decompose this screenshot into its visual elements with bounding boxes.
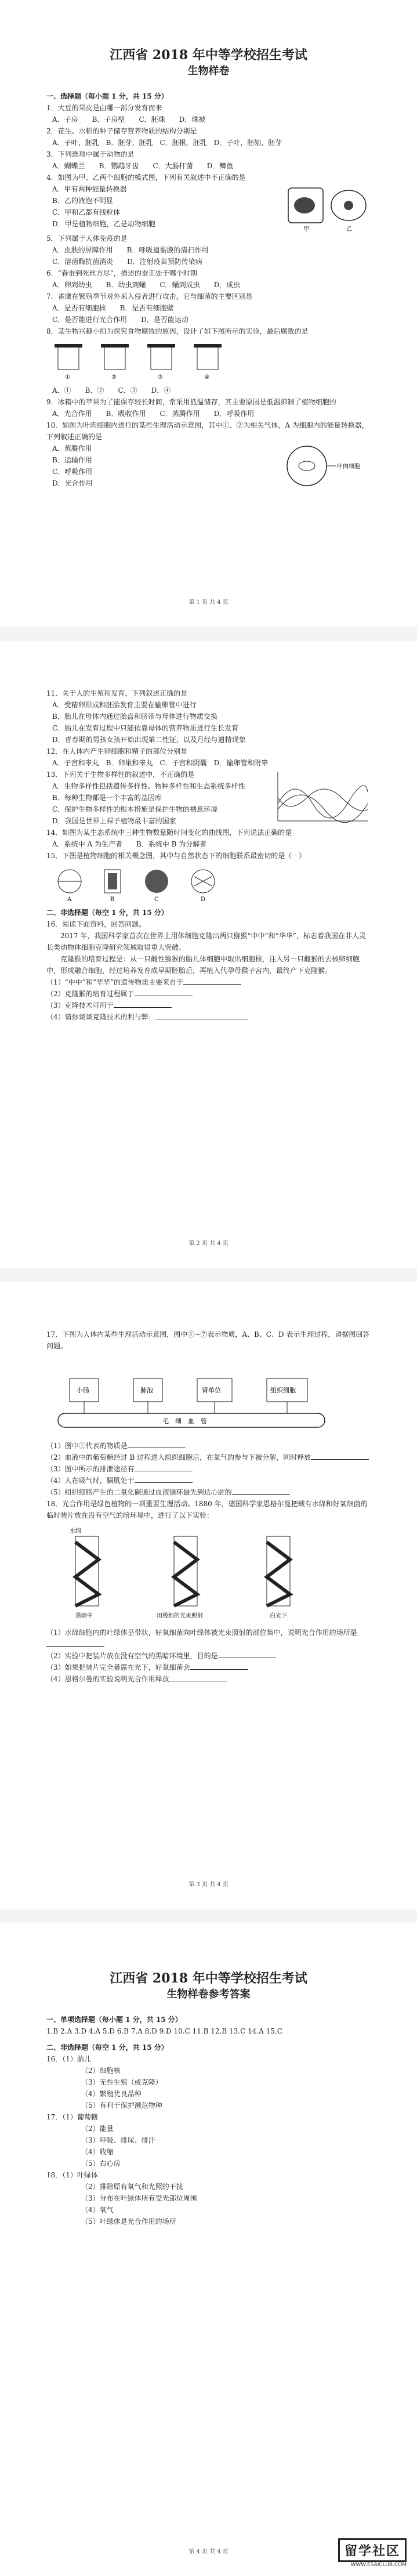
question-18-part	[46, 1662, 371, 1673]
option: C．甲和乙都有线粒体	[52, 208, 121, 216]
question-13: 13．下列关于生物多样性的叙述中，不正确的是	[46, 770, 195, 779]
question-7-options: C．是否能进行光合作用 D．是否能运动	[52, 316, 188, 324]
answer-18: 18．（1）叶绿体	[46, 2171, 98, 2179]
question-17-part	[46, 1463, 371, 1475]
question-text: （5）组织细胞产生的二氧化碳通过血液循环最先到达心脏的	[46, 1488, 232, 1496]
question-text: （4）恩格尔曼的实验说明光合作用释放	[46, 1675, 169, 1683]
section-heading: 二、非选择题（每空 1 分，共 15 分）	[46, 2043, 168, 2052]
question-text: （2）实验中把装片放在没有空气的黑暗环境里，目的是	[46, 1652, 218, 1660]
answer-blank[interactable]	[183, 977, 241, 985]
answer-item: （3）分布在叶绿体所有受光部位周围	[81, 2194, 197, 2202]
fig-label: 用极细的光束照射	[157, 1613, 203, 1619]
answer-item: （2）细胞核	[81, 2067, 121, 2075]
answer-blank[interactable]	[135, 989, 193, 996]
flask-label: ④	[204, 374, 209, 381]
option: D．我国是世界上裸子植物最丰富的国家	[52, 817, 176, 825]
page-footer: 第 4 页 共 4 页	[188, 2549, 229, 2555]
question-5: 5．下列属于人体免疫的是	[46, 234, 128, 243]
vessel-label: 毛 细 血 管	[162, 1417, 207, 1425]
answer-item: （3）无性生殖（或克隆）	[81, 2078, 162, 2086]
option: C．胎儿在发育过程中只能依靠母体的营养物质进行生长发育	[52, 724, 239, 732]
question-13-text	[46, 769, 272, 827]
option: A．受精卵形成和胚胎发育主要在输卵管中进行	[52, 701, 197, 709]
spiral-beam	[174, 1536, 197, 1606]
question-3: 3．下列选项中属于动物的是	[46, 150, 135, 158]
vacuole-shape	[294, 197, 315, 214]
option: C．呼吸作用	[52, 468, 93, 476]
answer-blank[interactable]	[114, 1000, 172, 1008]
answer-17: 17．（1）葡萄糖	[46, 2113, 98, 2121]
option: A．蒸腾作用	[52, 444, 92, 453]
cell-options-diagram	[46, 865, 232, 902]
answer-blank[interactable]	[169, 1674, 227, 1681]
section-heading: 一、单项选择题（每小题 1 分，共 15 分）	[46, 2016, 182, 2024]
question-8: 8．某生物兴趣小组为探究食物腐败的原因，设计了如下图所示的实验，最后腐败的是	[46, 327, 309, 335]
page-3	[0, 1282, 417, 1909]
question-8-options: A．① B．② C．③ D．④	[52, 386, 171, 395]
option-label: B	[110, 896, 115, 902]
flask-4	[194, 344, 222, 370]
question-4: 4．如图为甲、乙两个细胞的模式图，下列有关叙述中不正确的是	[46, 173, 246, 182]
section-heading: 一、选择题（每小题 1 分，共 15 分）	[46, 92, 168, 100]
question-16: 16．阅读下面资料，回答问题。	[46, 920, 146, 928]
question-text: （3）如果把装片完全暴露在光下，好氧细菌会	[46, 1663, 190, 1671]
flask-1	[55, 344, 82, 370]
option: C．保护生物多样性的根本措施是保护生物的栖息环境	[52, 805, 218, 813]
question-1: 1．大豆的果皮是由哪一部分发育而来	[46, 104, 162, 112]
option: D．青春期的男孩女孩开始出现第二性征，以及月经与遗精现象	[52, 736, 246, 744]
spiral-dark	[75, 1536, 99, 1606]
question-text: （1）图中①代表的物质是	[46, 1442, 128, 1450]
flask-diagram	[46, 341, 232, 381]
question-12: 12．在人体内产生卵细胞和精子的部位分别是	[46, 747, 188, 755]
fig-label: 白光下	[270, 1613, 287, 1619]
fig-label: 黑暗中	[75, 1613, 93, 1619]
page-1	[0, 0, 417, 627]
option-label: A	[67, 896, 72, 902]
fig-label-b: 乙	[346, 226, 352, 233]
organelle-shape	[299, 461, 315, 471]
question-6-options: A．卵到幼虫 B．幼虫到蛹 C．蛹到成虫 D．成虫	[52, 281, 241, 289]
option: B．胎儿在母体内通过胎盘和脐带与母体进行物质交换	[52, 712, 217, 721]
answer-blank[interactable]	[135, 1464, 193, 1471]
answer-item: （4）收缩	[81, 2148, 114, 2156]
fig-label: 水绵	[70, 1528, 81, 1535]
answer-item: （2）能量	[81, 2125, 114, 2133]
question-10-block	[46, 443, 371, 489]
question-10-options	[46, 443, 272, 489]
question-2-options: A．子叶，胚乳 B．胚芽，胚乳 C．胚根，胚乳 D．子叶，胚轴、胚芽	[52, 139, 282, 147]
question-2: 2．花生、水稻的种子储存营养物质的结构分别是	[46, 127, 197, 135]
box-label: 组织细胞	[270, 1387, 296, 1394]
page-3-content	[46, 1329, 371, 1685]
answer-blank[interactable]	[135, 1475, 193, 1483]
answer-item: （5）叶绿体是光合作用的场所	[81, 2217, 176, 2226]
flask-3	[147, 344, 175, 370]
question-3-options: A．蝴蝶兰 B．鹦鹉牙齿 C．大肠杆菌 D．鲫鱼	[52, 162, 234, 170]
fig-label: 叶肉细胞	[337, 464, 360, 470]
section-heading: 二、非选择题（每空 1 分，共 15 分）	[46, 909, 168, 917]
page-footer: 第 1 页 共 4 页	[188, 599, 229, 606]
option-label: D	[201, 896, 206, 902]
watermark-logo: 留学社区	[338, 2538, 407, 2562]
question-4-options	[46, 183, 284, 233]
question-text: （1）“中中”和“华华”的遗传物质主要来自于	[46, 978, 184, 986]
option: D．甲是植物细胞，乙是动物细胞	[52, 220, 155, 228]
option-label: C	[154, 896, 159, 902]
population-curve-diagram	[272, 769, 371, 827]
answer-item: （4）氧气	[81, 2206, 114, 2214]
question-17-part	[46, 1440, 371, 1452]
question-10: 10．如图为叶肉细胞内进行的某些生理活动示意图，其中①、②为相关气体，A 为细胞内的能量转换器，下列叙述正确的是	[46, 421, 369, 441]
question-6: 6．“春蚕到死丝方尽”，描述的蚕正处于哪个时期	[46, 269, 197, 277]
answer-blank[interactable]	[46, 1639, 104, 1647]
answer-blank[interactable]	[128, 1441, 186, 1448]
question-text: （4）人在吸气时，膈肌处于	[46, 1477, 135, 1485]
answer-blank[interactable]	[155, 1012, 248, 1019]
question-9: 9．冰箱中的苹果为了能保存较长时间，常采用低温储存，其主要原因是低温抑制了植物细胞的	[46, 398, 336, 406]
question-16-part	[46, 1000, 371, 1011]
question-18-part	[46, 1673, 371, 1685]
answer-blank[interactable]	[232, 1487, 290, 1495]
spirogyra-diagram	[46, 1525, 336, 1623]
cell-diagram	[284, 183, 371, 233]
answer-blank[interactable]	[218, 1651, 276, 1658]
option-figure-a	[58, 870, 81, 893]
answer-16: 16．（1）胎儿	[46, 2055, 91, 2063]
box-label: 肾单位	[202, 1387, 221, 1394]
spiral-light	[267, 1536, 290, 1606]
fig-label-a: 甲	[303, 226, 309, 233]
question-16-part	[46, 988, 371, 1000]
question-text: （2）克隆猴的培育过程属于	[46, 990, 135, 998]
question-16-part	[46, 1011, 371, 1023]
nucleus-shape	[344, 201, 353, 210]
question-17-part	[46, 1475, 371, 1486]
answer-blank[interactable]	[311, 1452, 369, 1460]
option: B．每种生物都是一个丰富的基因库	[52, 794, 162, 802]
question-17-part	[46, 1452, 371, 1463]
question-18-part	[46, 1627, 371, 1650]
option: A．生物多样性包括遗传多样性、物种多样性和生态系统多样性	[52, 782, 245, 790]
question-7: 7．雀鹰在繁殖季节对外来入侵者进行攻击，它与细菌的主要区别是	[46, 292, 253, 301]
page-4	[0, 1923, 417, 2576]
answer-item: （2）排除原有氧气和光照的干扰	[81, 2183, 183, 2191]
page-2	[0, 641, 417, 1268]
question-12-options: A．子宫和睾丸 B．卵巢和睾丸 C．子宫和阴囊 D．输卵管和附睾	[52, 759, 269, 767]
circulation-diagram	[46, 1355, 336, 1437]
page-4-content	[46, 1970, 371, 2227]
option: B．运输作用	[52, 456, 92, 464]
answer-item: （4）繁殖优良品种	[81, 2090, 142, 2098]
reading-passage: 克隆猴的培育过程是：从一只雌性猕猴的胎儿体细胞中取出细胞核，注入另一只雌猴的去核卵细胞中，形成融合细胞，经过培养发育成早期胚胎后，再植入代孕母猴子宫内，最终产下克隆猴。	[46, 955, 360, 975]
question-18: 18．光合作用是绿色植物的一项重要生理活动。1880 年，德国科学家恩格尔曼把载有水绵和好氧细菌的临时装片放在没有空气的暗环境中，进行了以下实验：	[46, 1500, 368, 1519]
site-watermark	[338, 2538, 407, 2568]
exam-title: 江西省 2018 年中等学校招生考试	[110, 48, 307, 63]
option-figure-b	[104, 870, 121, 893]
page-footer: 第 3 页 共 4 页	[188, 1882, 229, 1888]
question-5-options: C．溶菌酶抗菌消炎 D．注射疫苗预防传染病	[52, 258, 202, 266]
choice-answers: 1.B 2.A 3.D 4.A 5.D 6.B 7.A 8.D 9.D 10.C 11.B 12.B 13.C 14.A 15.C	[46, 2027, 282, 2035]
page-2-content	[46, 688, 371, 1023]
question-1-options: A．子房 B．子房壁 C．胚珠 D．珠被	[52, 115, 206, 124]
option: B．乙的液泡不明显	[52, 197, 113, 205]
answer-item: （5）有利于保护濒危物种	[81, 2101, 162, 2110]
option-figure-c	[145, 870, 168, 893]
option-figure-d	[191, 870, 215, 893]
question-9-options: A．光合作用 B．吸收作用 C．蒸腾作用 D．呼吸作用	[52, 410, 255, 418]
box-label: 肺泡	[140, 1387, 153, 1394]
flask-label: ①	[65, 374, 70, 381]
question-text: （4）请你谈谈克隆技术的利与弊：	[46, 1013, 155, 1021]
question-text: （3）克隆技术可用于	[46, 1001, 114, 1010]
question-14-options: A．系统中 A 为生产者 B．系统中 B 为分解者	[52, 840, 207, 848]
question-16-part	[46, 976, 371, 988]
leaf-cell-diagram	[272, 443, 371, 489]
question-15: 15．下图是植物细胞的相关概念图，其中与自然状态下的细胞联系最密切的是（ ）	[46, 852, 306, 860]
question-14: 14．如图为某生态系统中三种生物数量随时间变化的曲线图，下列说法正确的是	[46, 828, 292, 837]
exam-subtitle: 生物样卷	[187, 65, 230, 77]
answer-title: 江西省 2018 年中等学校招生考试	[110, 1971, 307, 1986]
page-1-content	[46, 46, 371, 489]
flask-2	[101, 344, 129, 370]
question-text: （3）图中所示的排泄途径有	[46, 1465, 135, 1473]
answer-item: （3）呼吸、排尿、排汗	[81, 2136, 155, 2144]
question-text: （1）水绵细胞内的叶绿体呈带状，好氧细菌向叶绿体被光束照射的部位集中，说明光合作用的场所是	[46, 1629, 357, 1637]
question-4-block	[46, 183, 371, 233]
option: A．甲有两种能量转换器	[52, 185, 127, 193]
flask-label: ③	[158, 374, 163, 381]
curve-1	[278, 786, 368, 818]
option: D．光合作用	[52, 479, 93, 487]
watermark-url: WWW.ESAICLUB.COM	[350, 2562, 407, 2568]
question-5-options: A．皮肤的屏障作用 B．呼吸道黏膜的清扫作用	[52, 246, 209, 254]
question-18-part	[46, 1650, 371, 1662]
question-text: （2）血液中的葡萄糖经过 B 过程进入组织细胞后，在氧气的参与下被分解，同时释放	[46, 1453, 311, 1461]
question-17-part	[46, 1486, 371, 1498]
answer-item: （5）右心房	[81, 2159, 121, 2168]
answer-blank[interactable]	[190, 1662, 248, 1670]
flask-label: ②	[111, 374, 117, 381]
box-label: 小肠	[77, 1387, 89, 1394]
curve-2	[278, 795, 368, 823]
question-13-block	[46, 769, 371, 827]
answer-subtitle: 生物样卷参考答案	[166, 1988, 251, 2000]
question-17: 17．下图为人体内某些生理活动示意图，图中①~⑦表示物质，A、B、C、D 表示生理过程，请据图回答问题。	[46, 1330, 370, 1350]
question-11: 11．关于人的生殖和发育，下列叙述正确的是	[46, 689, 188, 697]
question-7-options: A．是否有细胞核 B．是否有细胞壁	[52, 304, 174, 312]
reading-passage: 2017 年，我国科学家首次在世界上用体细胞克隆出两只猕猴“中中”和“华华”，标志着我国在非人灵长类动物体细胞克隆研究领域取得重大突破。	[46, 932, 366, 951]
page-footer: 第 2 页 共 4 页	[188, 1240, 229, 1247]
